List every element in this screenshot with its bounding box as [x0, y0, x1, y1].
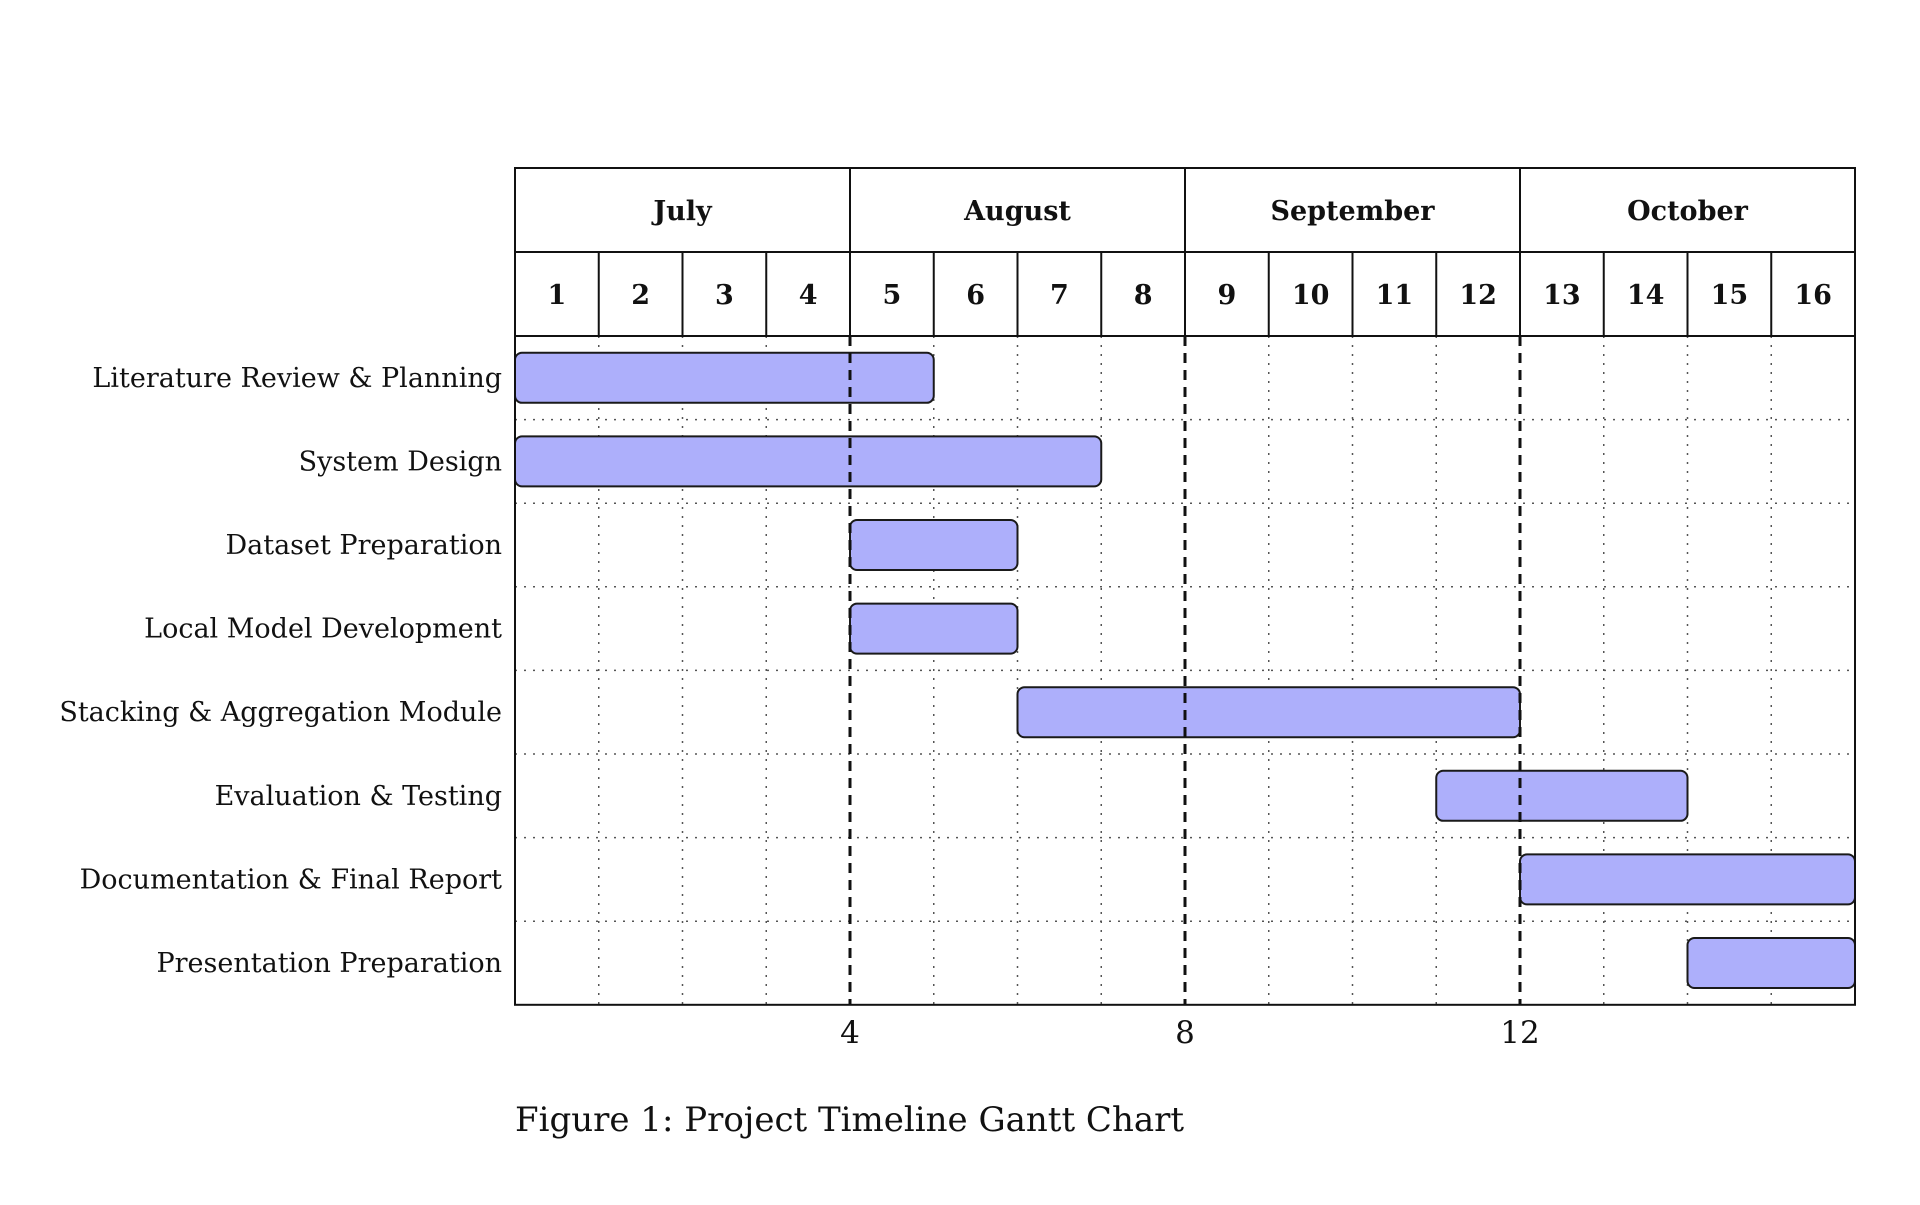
week-label: 16 — [1794, 280, 1832, 311]
task-label: Presentation Preparation — [156, 948, 502, 979]
task-bar — [1436, 771, 1687, 821]
task-label: Stacking & Aggregation Module — [59, 697, 502, 729]
week-label: 3 — [714, 280, 734, 311]
week-label: 10 — [1291, 280, 1330, 311]
task-label: Documentation & Final Report — [79, 864, 502, 896]
month-label: September — [1270, 196, 1435, 227]
task-bar — [850, 604, 1018, 654]
week-label: 6 — [966, 280, 986, 311]
task-bar — [1520, 854, 1855, 904]
month-label: October — [1627, 196, 1748, 227]
task-label: Dataset Preparation — [225, 530, 502, 561]
week-label: 14 — [1626, 280, 1665, 311]
week-label: 11 — [1375, 280, 1414, 311]
week-label: 4 — [798, 280, 818, 311]
task-label: Local Model Development — [144, 613, 502, 645]
task-bar — [1688, 938, 1856, 988]
week-label: 5 — [882, 280, 902, 311]
week-label: 2 — [631, 280, 651, 311]
week-label: 1 — [547, 280, 567, 311]
task-label: System Design — [298, 446, 502, 478]
x-tick-label: 8 — [1175, 1014, 1195, 1051]
task-label: Literature Review & Planning — [92, 362, 502, 394]
x-tick-label: 4 — [840, 1014, 860, 1051]
month-label: July — [653, 196, 712, 227]
task-bar — [1018, 687, 1521, 737]
task-bar — [850, 520, 1018, 570]
task-bar — [515, 353, 934, 403]
week-label: 7 — [1049, 280, 1069, 311]
week-label: 12 — [1459, 280, 1497, 311]
bar-layer — [515, 353, 1855, 988]
week-label: 13 — [1543, 280, 1581, 311]
week-label: 8 — [1133, 280, 1153, 311]
x-tick-label: 12 — [1500, 1014, 1540, 1051]
month-label: August — [964, 196, 1071, 227]
week-label: 9 — [1217, 280, 1237, 311]
figure-caption: Figure 1: Project Timeline Gantt Chart — [515, 1100, 1185, 1140]
task-label: Evaluation & Testing — [214, 780, 502, 812]
task-bar — [515, 436, 1101, 486]
week-label: 15 — [1710, 280, 1749, 311]
